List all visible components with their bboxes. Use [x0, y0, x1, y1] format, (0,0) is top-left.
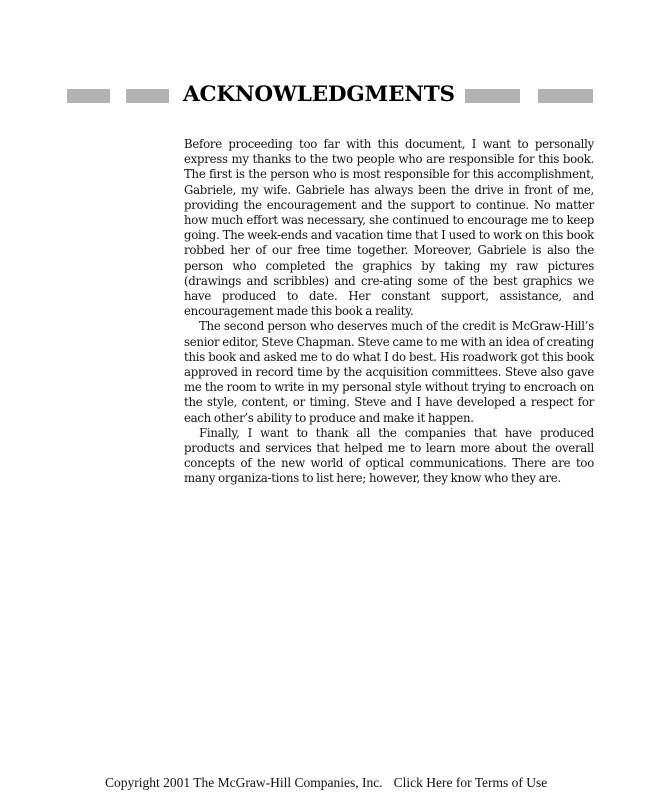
copyright-notice: Copyright 2001 The McGraw-Hill Companies, Inc. — [105, 775, 383, 790]
paragraph-2: The second person who deserves much of the credit is McGraw-Hill’s senior editor, Steve Chapman. Steve came to me with an idea of creating this book and asked me to do what I do best. His roadwork got this book approved in record time by the acquisition committees. Steve also gave me the room to write in my personal style without trying to encroach on the style, content, or timing. Steve and I have developed a respect for each other’s ability to produce and make it happen. — [184, 319, 594, 425]
heading-rule-bar-left-outer — [67, 89, 110, 103]
terms-of-use-link[interactable]: Click Here for Terms of Use — [393, 775, 548, 790]
paragraph-3: Finally, I want to thank all the companies that have produced products and services that helped me to learn more about the overall concepts of the new world of optical communications. There are too many organiza-tions to list here; however, they know who they are. — [184, 425, 594, 486]
acknowledgments-body — [184, 137, 594, 487]
heading-rule-bar-right-outer — [538, 89, 593, 103]
page-footer — [105, 775, 547, 791]
page-title: ACKNOWLEDGMENTS — [183, 82, 455, 107]
heading-rule-bar-right-inner — [465, 89, 520, 103]
heading-rule-bar-left-inner — [126, 89, 169, 103]
paragraph-1: Before proceeding too far with this document, I want to personally express my thanks to the two people who are responsible for this book. The first is the person who is most responsible for this accomplishment, Gabriele, my wife. Gabriele has always been the drive in front of me, providing the encouragement and the support to continue. No matter how much effort was necessary, she continued to encourage me to keep going. The week-ends and vacation time that I used to work on this book robbed her of our free time together. Moreover, Gabriele is also the person who completed the graphics by taking my raw pictures (drawings and scribbles) and cre-ating some of the best graphics we have produced to date. Her constant support, assistance, and encouragement made this book a reality. — [184, 137, 594, 319]
